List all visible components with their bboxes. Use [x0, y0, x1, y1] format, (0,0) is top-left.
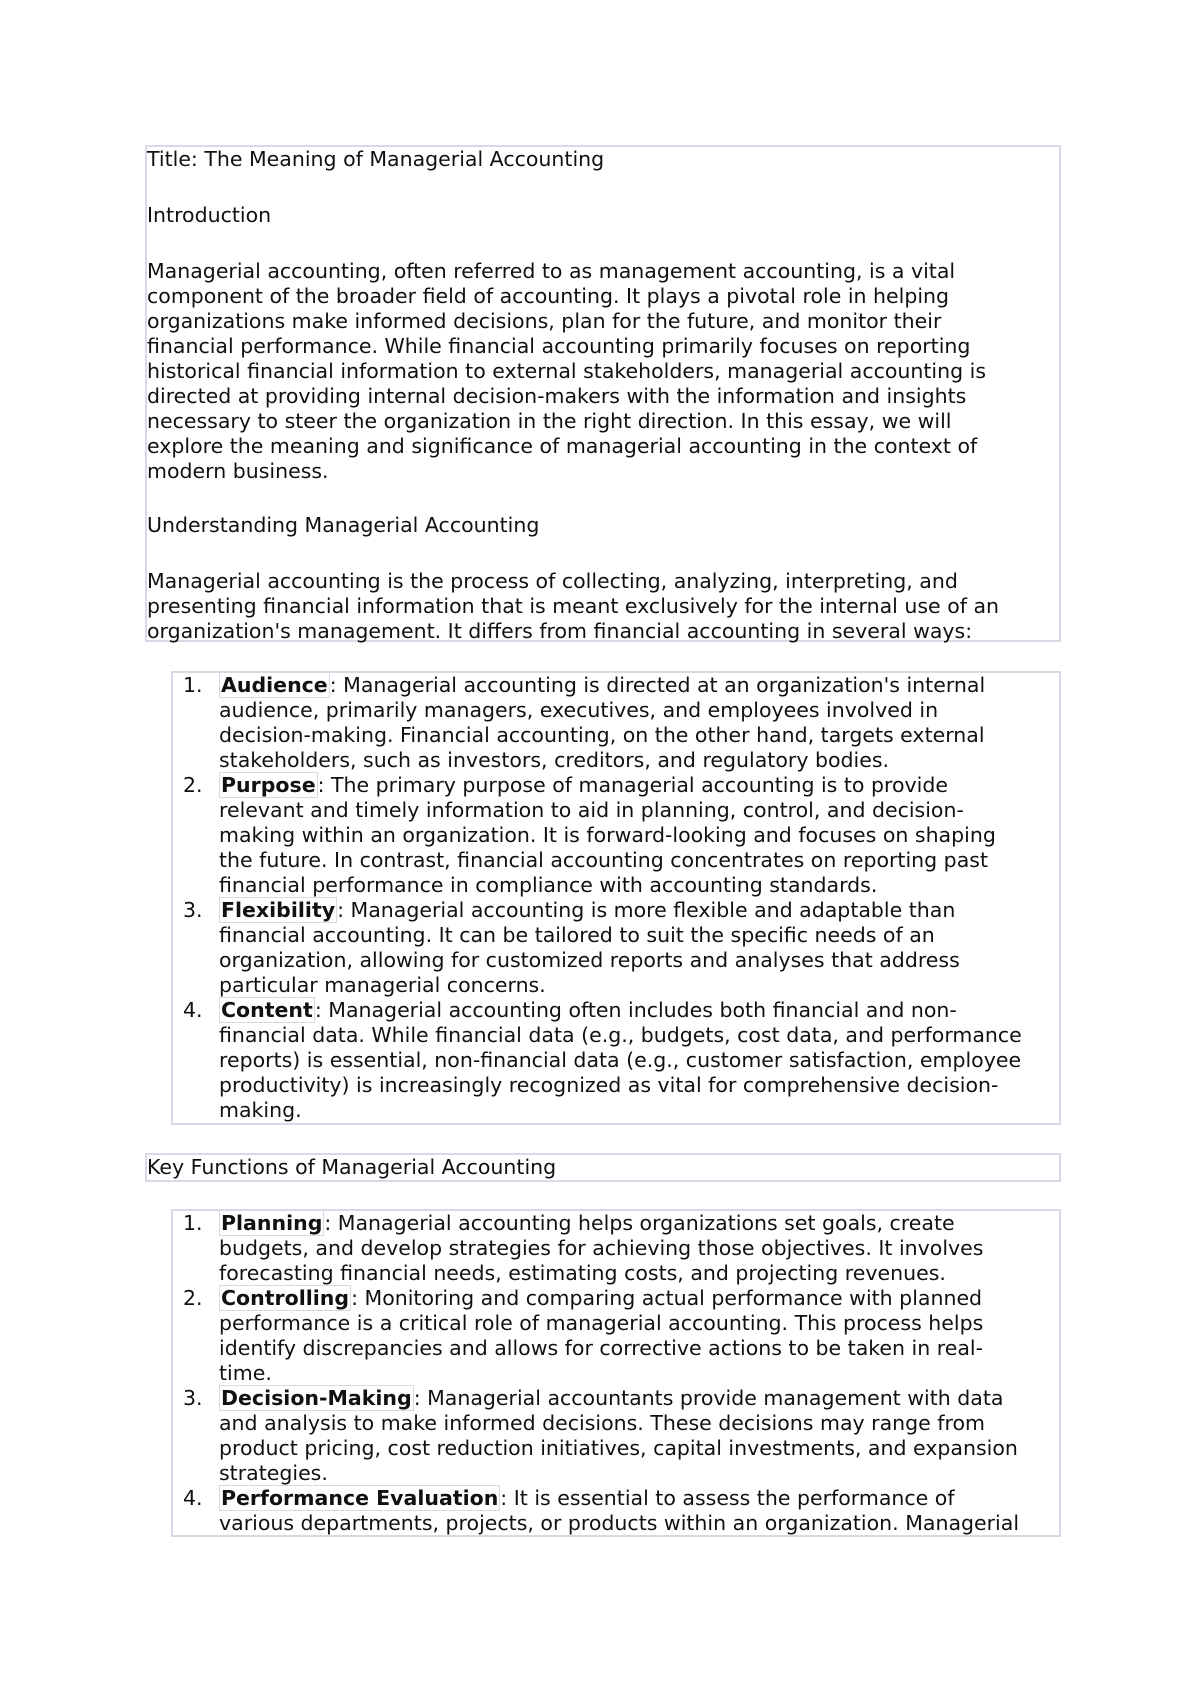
understanding-heading: Understanding Managerial Accounting: [147, 513, 540, 537]
term-decision-making: Decision-Making: [221, 1386, 412, 1410]
understanding-line: Managerial accounting is the process of collecting, analyzing, interpreting, and: [147, 569, 958, 593]
intro-line: financial performance. While financial accounting primarily focuses on reporting: [147, 334, 971, 358]
list-number: 2.: [183, 773, 203, 797]
list-item-performance-evaluation: 4. Performance Evaluation: It is essential to assess the performance of various departments, projects, or products within an organization. Managerial: [183, 1486, 1020, 1535]
term-planning: Planning: [221, 1211, 323, 1235]
document-title: Title: The Meaning of Managerial Accounting: [147, 147, 605, 171]
intro-line: organizations make informed decisions, plan for the future, and monitor their: [147, 309, 942, 333]
list-number: 4.: [183, 1486, 203, 1510]
functions-list: [171, 1209, 1061, 1537]
intro-section: [145, 145, 1061, 642]
list-number: 2.: [183, 1286, 203, 1310]
list-item-planning: 1. Planning: Managerial accounting helps organizations set goals, create budgets, and develop strategies for achieving those objectives. It involves forecasting financial needs, estimating costs, and projecting revenues.: [183, 1211, 984, 1285]
intro-line: Managerial accounting, often referred to as management accounting, is a vital: [147, 259, 956, 283]
list-number: 1.: [183, 1211, 203, 1235]
understanding-line: organization's management. It differs from financial accounting in several ways:: [147, 619, 973, 643]
intro-line: necessary to steer the organization in the right direction. In this essay, we will: [147, 409, 952, 433]
key-functions-heading-box: [145, 1153, 1061, 1182]
list-item-decision-making: 3. Decision-Making: Managerial accountants provide management with data and analysis to make informed decisions. These decisions may range from product pricing, cost reduction initiatives, capital investments, and expansion strategies.: [183, 1386, 1018, 1485]
term-audience: Audience: [221, 673, 328, 697]
term-flexibility: Flexibility: [221, 898, 336, 922]
understanding-line: presenting financial information that is meant exclusively for the internal use of an: [147, 594, 1000, 618]
list-item-purpose: 2. Purpose: The primary purpose of managerial accounting is to provide relevant and timely information to aid in planning, control, and decision- making within an organization. It is forward-looking and focuses on shaping the future. In contrast, financial accounting concentrates on reporting past financial performance in compliance with accounting standards.: [183, 773, 996, 897]
differences-list: [171, 671, 1061, 1125]
introduction-heading: Introduction: [147, 203, 272, 227]
term-purpose: Purpose: [221, 773, 316, 797]
term-performance-evaluation: Performance Evaluation: [221, 1486, 499, 1510]
intro-line: modern business.: [147, 459, 329, 483]
list-number: 3.: [183, 1386, 203, 1410]
key-functions-heading: Key Functions of Managerial Accounting: [147, 1155, 557, 1179]
intro-line: explore the meaning and significance of managerial accounting in the context of: [147, 434, 978, 458]
term-controlling: Controlling: [221, 1286, 350, 1310]
intro-line: directed at providing internal decision-makers with the information and insights: [147, 384, 967, 408]
intro-line: component of the broader field of accounting. It plays a pivotal role in helping: [147, 284, 950, 308]
list-number: 4.: [183, 998, 203, 1022]
list-number: 1.: [183, 673, 203, 697]
term-content: Content: [221, 998, 313, 1022]
list-item-flexibility: 3. Flexibility: Managerial accounting is more flexible and adaptable than financial accounting. It can be tailored to suit the specific needs of an organization, allowing for customized reports and analyses that address particular managerial concerns.: [183, 898, 960, 997]
intro-paragraph: [147, 259, 1059, 484]
intro-line: historical financial information to external stakeholders, managerial accounting is: [147, 359, 987, 383]
list-item-controlling: 2. Controlling: Monitoring and comparing actual performance with planned performance is a critical role of managerial accounting. This process helps identify discrepancies and allows for corrective actions to be taken in real- time.: [183, 1286, 984, 1385]
list-item-content: 4. Content: Managerial accounting often includes both financial and non- financial data. While financial data (e.g., budgets, cost data, and performance reports) is essential, non-financial data (e.g., customer satisfaction, employee productivity) is increasingly recognized as vital for comprehensive decision- making.: [183, 998, 1022, 1122]
list-number: 3.: [183, 898, 203, 922]
understanding-paragraph: [147, 569, 1059, 644]
list-item-audience: 1. Audience: Managerial accounting is directed at an organization's internal audience, primarily managers, executives, and employees involved in decision-making. Financial accounting, on the other hand, targets external stakeholders, such as investors, creditors, and regulatory bodies.: [183, 673, 986, 772]
